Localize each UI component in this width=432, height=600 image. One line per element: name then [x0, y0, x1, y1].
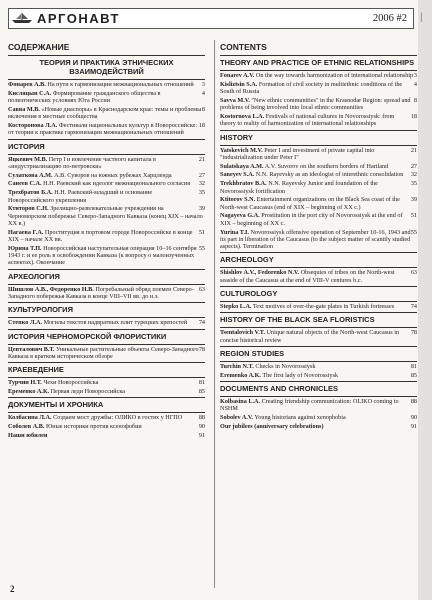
entry-author: Nagayeva G.A.	[220, 212, 260, 220]
entry-page-number: 81	[410, 362, 417, 370]
entry-author: Яцкевич М.В.	[8, 155, 48, 163]
entry-title: Погребальный обряд племен Северо-Западного побережья Кавказа в конце VIII–VII вв. до н.э.	[8, 285, 194, 301]
entry-title: А.В. Суворов на южных рубежах Харцленда	[54, 171, 172, 179]
entry-page-number: 32	[410, 171, 417, 179]
contents-entry[interactable]	[8, 189, 205, 204]
section-heading: АРХЕОЛОГИЯ	[8, 271, 60, 281]
section-rule	[8, 362, 205, 363]
entry-page-number: 85	[198, 388, 205, 396]
entry-page-number: 63	[198, 285, 205, 293]
section-rule	[220, 130, 417, 131]
column-divider	[214, 40, 215, 588]
contents-entry[interactable]	[8, 122, 205, 137]
entry-author: Shishlov A.V., Fedorenko N.V.	[220, 269, 300, 277]
entry-page-number: 74	[410, 303, 417, 311]
section-heading: ДОКУМЕНТЫ И ХРОНИКА	[8, 400, 104, 410]
entry-title: "New ethnic communities" in the Krasnodar Region: spread and problems of being involved into local ethnic communities	[220, 96, 411, 112]
section-rule	[8, 329, 205, 330]
contents-entry[interactable]	[220, 147, 417, 162]
contents-entry[interactable]	[8, 379, 205, 386]
entry-title: The first lady of Novorossiysk	[262, 371, 339, 379]
entry-page-number: 39	[410, 196, 417, 204]
entry-title: Festivals of national cultures in Novorossiysk: from theory to reality of harmonization of international relationships	[220, 112, 395, 128]
contents-entry[interactable]	[8, 180, 205, 187]
entry-author: Кисляцын С.А.	[8, 89, 52, 97]
section-heading: DOCUMENTS AND CHRONICLES	[220, 384, 339, 394]
section-heading: HISTORY OF THE BLACK SEA FLORISTICS	[220, 315, 375, 325]
entry-title: Formation of civil society in multiethnic conditions of the South of Russia	[220, 80, 403, 96]
contents-entry[interactable]	[8, 90, 205, 105]
contents-entry[interactable]	[220, 372, 417, 379]
contents-entry[interactable]	[220, 229, 417, 251]
section-heading: КРАЕВЕДЕНИЕ	[8, 365, 64, 375]
entry-author: Санеев С.А.	[8, 180, 42, 188]
entry-page-number: 63	[410, 269, 417, 277]
contents-entry[interactable]	[220, 97, 417, 112]
section-rule	[220, 396, 417, 397]
entry-title: Creating friendship communication: OLIKO coming to NSHM	[220, 398, 399, 413]
entry-author: Юрина Т.П.	[8, 244, 42, 252]
entry-author: Нагаева Г.А.	[8, 228, 44, 236]
entry-title: Новороссийская наступательная операция 10–16 сентября 1943 г. и ее роль в освобождении Кавказа (к вопросу о малоизученных аспектах). Окончание	[8, 244, 197, 267]
entry-title: Фестивали национальных культур в Новороссийске: от теории к практике гармонизации межнациональных отношений	[8, 121, 198, 137]
entry-page-number: 27	[410, 162, 417, 170]
contents-entry[interactable]	[8, 388, 205, 395]
contents-entry[interactable]	[8, 205, 205, 227]
entry-page-number: 55	[198, 244, 205, 252]
entry-page-number: 88	[410, 398, 417, 406]
entry-page-number: 55	[410, 228, 417, 236]
contents-entry[interactable]	[220, 363, 417, 370]
section-rule	[220, 361, 417, 362]
entry-title: N.N. Rayevsky as an ideologist of interethnic consolidation	[255, 171, 404, 179]
section-rule	[220, 70, 417, 71]
contents-entry[interactable]	[220, 414, 417, 421]
entry-author: Sobolev A.V.	[220, 414, 254, 422]
entry-title: Чехи Новороссийска	[43, 379, 99, 387]
contents-entry[interactable]	[8, 432, 205, 439]
section-rule	[220, 267, 417, 268]
entry-page-number: 35	[198, 189, 205, 197]
magazine-name: АРГОНАВТ	[37, 11, 120, 26]
contents-entry[interactable]	[8, 172, 205, 179]
section-rule	[8, 377, 205, 378]
entry-author: Еременко А.К.	[8, 388, 50, 396]
section-rule	[8, 154, 205, 155]
entry-title: Novorossiysk offensive operation of September 10-16, 1943 and its part in liberation of the Caucasus (to the subject matter of scantily studied aspects). Termination	[220, 228, 411, 251]
contents-entry[interactable]	[220, 329, 417, 344]
entry-author: Kolbasina L.A.	[220, 398, 261, 406]
entry-author: Ктиторов С.Н.	[8, 205, 49, 213]
section-rule	[220, 286, 417, 287]
entry-author: Турчин Н.Т.	[8, 379, 42, 387]
entry-author: Савва М.В.	[8, 105, 40, 113]
entry-title: Могилы текстов надвратных плит турецких крепостей	[43, 319, 188, 327]
entry-author: Трехбратов Б.А.	[8, 189, 53, 197]
entry-author: Stepko L.A.	[220, 303, 252, 311]
section-rule	[8, 397, 205, 398]
entry-page-number: 35	[410, 180, 417, 188]
contents-entry[interactable]	[8, 414, 205, 421]
section-rule	[220, 327, 417, 328]
entry-page-number: 39	[198, 205, 205, 213]
entry-author: Yurina T.I.	[220, 228, 249, 236]
section-heading: ARCHEOLOGY	[220, 255, 274, 265]
contents-entry[interactable]	[220, 269, 417, 284]
contents-entry[interactable]	[220, 303, 417, 310]
entry-author: Fonarev A.V.	[220, 72, 255, 79]
contents-title-en: CONTENTS	[220, 42, 267, 52]
section-rule	[8, 344, 205, 345]
contents-entry[interactable]	[220, 163, 417, 170]
section-rule	[8, 412, 205, 413]
entry-title: Young historians against xenophobia	[254, 414, 346, 422]
entry-author: Шишлов А.В., Федоренко Н.В.	[8, 285, 94, 293]
entry-page-number: 91	[410, 422, 417, 430]
contents-entry[interactable]	[8, 245, 205, 267]
section-rule	[8, 269, 205, 270]
contents-entry[interactable]	[8, 156, 205, 171]
section-rule	[220, 145, 417, 146]
entry-page-number: 8	[413, 96, 417, 104]
entry-page-number: 78	[410, 329, 417, 337]
entry-title: On the way towards harmonization of international relationship	[255, 72, 414, 79]
entry-title: Our jubilees (anniversary celebrations)	[220, 422, 324, 430]
entry-title: Формирование гражданского общества в полиэтнических условиях Юга России	[8, 89, 161, 105]
entry-title: Юные историки против ксенофобии	[45, 423, 142, 431]
contents-title-ru: СОДЕРЖАНИЕ	[8, 42, 70, 52]
entry-title: Наши юбилеи	[8, 431, 48, 439]
section-rule	[8, 302, 205, 303]
entry-author: Степко Л.А.	[8, 319, 43, 327]
entry-page-number: 78	[198, 345, 205, 353]
entry-title: Петр I и вовлечение частного капитала в «индустриализацию по-петровски»	[8, 155, 156, 170]
entry-author: Цепталович В.Т.	[8, 345, 55, 353]
entry-author: Trekhbratov B.A.	[220, 180, 267, 188]
entry-page-number: 3	[413, 72, 417, 79]
entry-page-number: 74	[198, 319, 205, 327]
english-contents-column	[220, 42, 417, 432]
entry-title: «Новые диаспоры» в Краснодарском крае: темы и проблемы включения в местные сообщества	[8, 105, 202, 121]
section-rule	[8, 317, 205, 318]
entry-title: Prostitution in the port city of Novorossiysk at the end of XIX – beginning of XX c.	[220, 212, 403, 227]
entry-page-number: 90	[410, 414, 417, 422]
contents-entry[interactable]	[8, 319, 205, 326]
contents-entry[interactable]	[220, 113, 417, 128]
contents-entry[interactable]	[8, 286, 205, 301]
russian-contents-column	[8, 42, 205, 441]
entry-author: Tsentalovich V.T.	[220, 329, 265, 337]
contents-entry[interactable]	[220, 72, 417, 79]
entry-author: Savva M.V.	[220, 96, 250, 104]
entry-author: Соболев А.В.	[8, 423, 45, 431]
entry-title: Проституция в портовом городе Новороссийске в конце XIX – начале XX вв.	[8, 228, 193, 244]
issue-number: 2006 #2	[372, 13, 407, 24]
contents-entry[interactable]	[220, 81, 417, 96]
entry-author: Фонарев А.В.	[8, 81, 46, 88]
entry-author: Sulatskaya A.M.	[220, 162, 264, 170]
contents-entry[interactable]	[8, 81, 205, 88]
contents-entry[interactable]	[220, 171, 417, 178]
contents-entry[interactable]	[8, 229, 205, 244]
section-rule	[8, 139, 205, 140]
entry-page-number: 21	[198, 155, 205, 163]
section-rule	[220, 55, 417, 56]
entry-page-number: 88	[198, 414, 205, 422]
entry-page-number: 18	[410, 112, 417, 120]
section-rule	[220, 381, 417, 382]
entry-page-number: 27	[198, 171, 205, 179]
entry-title: Первая леди Новороссийска	[50, 388, 126, 396]
entry-title: Peter I and investment of private capital into "industrialization under Peter I"	[220, 146, 375, 161]
contents-entry[interactable]	[220, 180, 417, 195]
entry-page-number: 81	[198, 379, 205, 387]
page-header	[8, 8, 414, 29]
ship-logo-icon	[11, 12, 33, 24]
entry-page-number: 21	[410, 146, 417, 154]
entry-title: Checks in Novorossiysk	[255, 362, 316, 370]
entry-author: Yatskevich M.V.	[220, 146, 263, 154]
entry-page-number: 4	[413, 80, 417, 88]
entry-title: Entertainment organizations on the Black Sea coast of the North-west Caucasus (end of XIX – beginning of XX c.)	[220, 196, 400, 211]
section-heading: REGION STUDIES	[220, 348, 285, 358]
section-heading: ТЕОРИЯ И ПРАКТИКА ЭТНИЧЕСКИХ ВЗАИМОДЕЙСТВИЙ	[39, 58, 174, 76]
section-heading: CULTUROLOGY	[220, 289, 278, 299]
entry-title: Н.Н. Раевский как идеолог межнационального согласия	[43, 180, 191, 188]
section-heading: ИСТОРИЯ	[8, 141, 45, 151]
section-rule	[8, 79, 205, 80]
section-heading: THEORY AND PRACTICE OF ETHNIC RELATIONSHIPS	[220, 58, 415, 67]
entry-page-number: 51	[198, 228, 205, 236]
section-rule	[220, 346, 417, 347]
entry-author: Сулаткова А.М.	[8, 171, 53, 179]
entry-title: Создаем мост дружбы: ОЛИКО в гостях у НГПО	[53, 414, 183, 422]
entry-author: Saneyev S.A.	[220, 171, 255, 179]
contents-entry[interactable]	[220, 212, 417, 227]
entry-title: A.V. Suvorov on the southern borders of Hartland	[264, 162, 389, 170]
entry-page-number: 18	[198, 121, 205, 129]
contents-entry[interactable]	[220, 196, 417, 211]
entry-author: Kisliztsin S.A.	[220, 80, 258, 88]
contents-entry[interactable]	[8, 106, 205, 121]
entry-author: Косторонова Л.А.	[8, 121, 58, 129]
section-rule	[220, 312, 417, 313]
entry-author: Ktitorov S.N.	[220, 196, 256, 204]
section-heading: HISTORY	[220, 132, 253, 142]
section-rule	[220, 252, 417, 253]
section-rule	[8, 55, 205, 56]
entry-title: Obsequies of tribes on the North-west seaside of the Caucasus at the end of VIII-V centures b.c.	[220, 269, 395, 284]
contents-entry[interactable]	[8, 423, 205, 430]
entry-page-number: 85	[410, 371, 417, 379]
page-edge-strip	[418, 0, 432, 600]
entry-page-number: 3	[201, 81, 205, 88]
edge-mark-icon: |	[420, 12, 423, 23]
entry-author: Turchin N.T.	[220, 362, 254, 370]
contents-entry[interactable]	[8, 346, 205, 361]
contents-entry[interactable]	[220, 423, 417, 430]
entry-page-number: 90	[198, 423, 205, 431]
entry-author: Kostornova L.A.	[220, 112, 265, 120]
section-rule	[220, 301, 417, 302]
entry-title: Зрелищно-развлекательные учреждения на Черноморском побережье Северо-Западного Кавказа (конец XIX – начало XX в.)	[8, 205, 203, 227]
entry-author: Колбасина Л.А.	[8, 414, 52, 422]
entry-page-number: 32	[198, 180, 205, 188]
entry-page-number: 91	[198, 431, 205, 439]
contents-entry[interactable]	[220, 398, 417, 413]
entry-title: Text motives of over-the-gate plates in Turkish fortresses	[252, 303, 395, 311]
entry-page-number: 8	[201, 105, 205, 113]
entry-title: Unique natural objects of the North-west Caucasus in concise historical review	[220, 329, 400, 344]
entry-title: N.N. Rayevsky Junior and foundation of the Novorossiysk fortification	[220, 180, 378, 195]
entry-page-number: 51	[410, 212, 417, 220]
section-heading: ИСТОРИЯ ЧЕРНОМОРСКОЙ ФЛОРИСТИКИ	[8, 331, 167, 341]
page-number: 2	[10, 584, 15, 594]
section-heading: КУЛЬТУРОЛОГИЯ	[8, 305, 73, 315]
entry-author: Eremenko A.K.	[220, 371, 261, 379]
entry-title: Н.Н. Раевский-младший и основание Новороссийского укрепления	[8, 189, 153, 204]
entry-title: Уникальные растительные объекты Северо-Западного Кавказа в кратком историческом обзоре	[8, 345, 199, 360]
entry-page-number: 4	[201, 89, 205, 97]
entry-title: На пути к гармонизации межнациональных отношений	[47, 81, 194, 88]
section-rule	[8, 284, 205, 285]
